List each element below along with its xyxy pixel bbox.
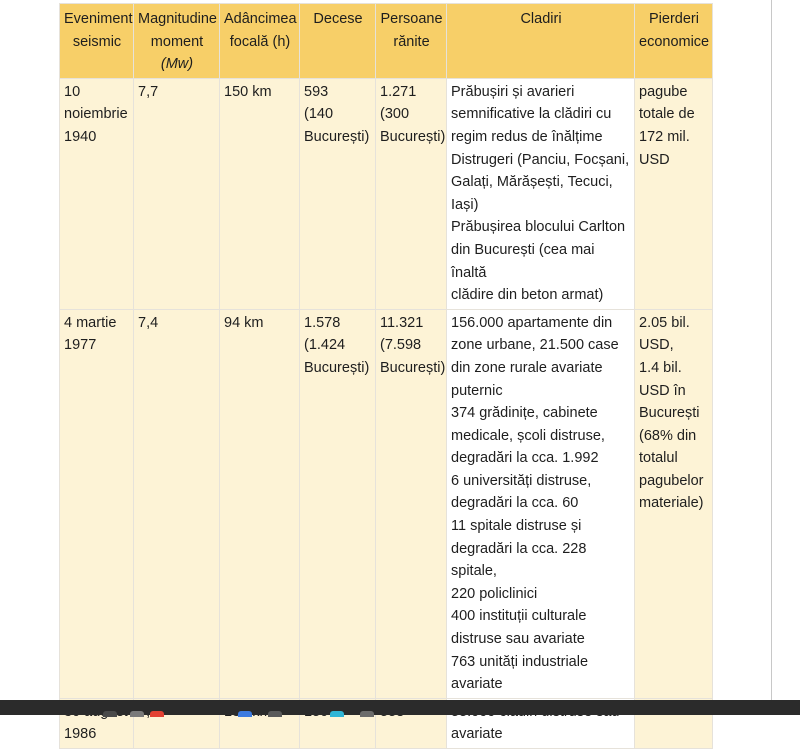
cell-line: Prăbușiri și avarieri: [451, 83, 575, 100]
cell-line: USD: [639, 151, 670, 168]
injured-cell: [376, 78, 447, 309]
cell-line: București: [639, 405, 700, 422]
cell-line: semnificative la clădiri cu: [451, 106, 612, 123]
cell-line: 10: [64, 83, 81, 100]
app-icon-7[interactable]: [360, 711, 374, 717]
cell-line: 1986: [64, 726, 97, 743]
cell-line: zone urbane, 21.500 case: [451, 337, 619, 354]
table-body: [60, 78, 713, 748]
cell-line: București): [304, 359, 370, 376]
cell-line: avariate: [451, 726, 503, 743]
cell-line: 156.000 apartamente din: [451, 314, 613, 331]
cell-line: 400 instituții culturale: [451, 608, 587, 625]
cell-line: medicale, școli distruse,: [451, 427, 605, 444]
magnitude-cell: [134, 78, 220, 309]
header-depth: Adâncimea focală (h): [220, 4, 300, 79]
cell-line: USD în: [639, 382, 686, 399]
cell-line: (1.424: [304, 337, 346, 354]
cell-line: pagube: [639, 83, 688, 100]
cell-line: (7.598: [380, 337, 422, 354]
cell-line: totale de: [639, 106, 695, 123]
page-edge-divider: [771, 0, 772, 700]
deaths-cell: [300, 78, 376, 309]
app-icon-5[interactable]: [268, 711, 282, 717]
header-injured: Persoane rănite: [376, 4, 447, 79]
cell-line: 593: [304, 83, 329, 100]
app-icon-1[interactable]: [103, 711, 117, 717]
cell-line: Iași): [451, 196, 479, 213]
deaths-cell: [300, 309, 376, 698]
cell-line: totalul: [639, 450, 678, 467]
cell-line: clădire din beton armat): [451, 287, 604, 304]
buildings-cell: [447, 78, 635, 309]
depth-cell: [220, 78, 300, 309]
cell-line: 220 policlinici: [451, 585, 538, 602]
cell-line: 11.321: [380, 314, 424, 331]
header-event: Eveniment seismic: [60, 4, 134, 79]
cell-line: 763 unități industriale: [451, 653, 589, 670]
cell-line: 1940: [64, 128, 97, 145]
chrome-icon[interactable]: [150, 711, 164, 717]
cell-line: (140: [304, 106, 334, 123]
cell-line: 1.271: [380, 83, 417, 100]
event-cell: [60, 309, 134, 698]
cell-line: 4 martie: [64, 314, 117, 331]
injured-cell: [376, 309, 447, 698]
cell-line: Distrugeri (Panciu, Focșani,: [451, 151, 630, 168]
magnitude-cell: [134, 309, 220, 698]
header-losses: Pierderi economice: [635, 4, 713, 79]
cell-line: degradări la cca. 60: [451, 495, 579, 512]
cell-line: București): [380, 128, 446, 145]
taskbar: [0, 700, 800, 715]
cell-line: degradări la cca. 1.992: [451, 450, 599, 467]
app-icon-4[interactable]: [238, 711, 252, 717]
edge-icon[interactable]: [330, 711, 344, 717]
cell-line: din București (cea mai înaltă: [451, 241, 595, 281]
cell-line: regim redus de înălțime: [451, 128, 603, 145]
depth-cell: [220, 309, 300, 698]
cell-line: 374 grădinițe, cabinete: [451, 405, 598, 422]
cell-line: Prăbușirea blocului Carlton: [451, 219, 626, 236]
cell-line: din zone rurale avariate: [451, 359, 603, 376]
cell-line: 172 mil.: [639, 128, 690, 145]
buildings-cell: [447, 309, 635, 698]
cell-line: distruse sau avariate: [451, 631, 585, 648]
table-row: [60, 309, 713, 698]
cell-line: 7,4: [138, 314, 159, 331]
cell-line: noiembrie: [64, 106, 128, 123]
cell-line: puternic: [451, 382, 503, 399]
cell-line: degradări la cca. 228 spitale,: [451, 540, 587, 580]
cell-line: 6 universități distruse,: [451, 472, 592, 489]
cell-line: 11 spitale distruse și: [451, 518, 582, 535]
header-deaths: Decese: [300, 4, 376, 79]
cell-line: București): [304, 128, 370, 145]
cell-line: 2.05 bil.: [639, 314, 690, 331]
losses-cell: [635, 78, 713, 309]
cell-line: (68% din: [639, 427, 697, 444]
cell-line: 94 km: [224, 314, 264, 331]
earthquake-table: [59, 3, 713, 749]
cell-line: materiale): [639, 495, 704, 512]
event-cell: [60, 78, 134, 309]
header-magnitude: Magnitudine moment (Mw): [134, 4, 220, 79]
cell-line: USD,: [639, 337, 674, 354]
table-row: [60, 78, 713, 309]
losses-cell: [635, 309, 713, 698]
cell-line: București): [380, 359, 446, 376]
cell-line: 150 km: [224, 83, 272, 100]
cell-line: avariate: [451, 676, 503, 693]
cell-line: 1.578: [304, 314, 341, 331]
header-row: [60, 4, 713, 79]
cell-line: 1.4 bil.: [639, 359, 682, 376]
cell-line: (300: [380, 106, 410, 123]
cell-line: pagubelor: [639, 472, 704, 489]
cell-line: 7,7: [138, 83, 159, 100]
cell-line: Galați, Mărășești, Tecuci,: [451, 174, 613, 191]
header-buildings: Cladiri: [447, 4, 635, 79]
cell-line: 1977: [64, 337, 97, 354]
app-icon-2[interactable]: [130, 711, 144, 717]
